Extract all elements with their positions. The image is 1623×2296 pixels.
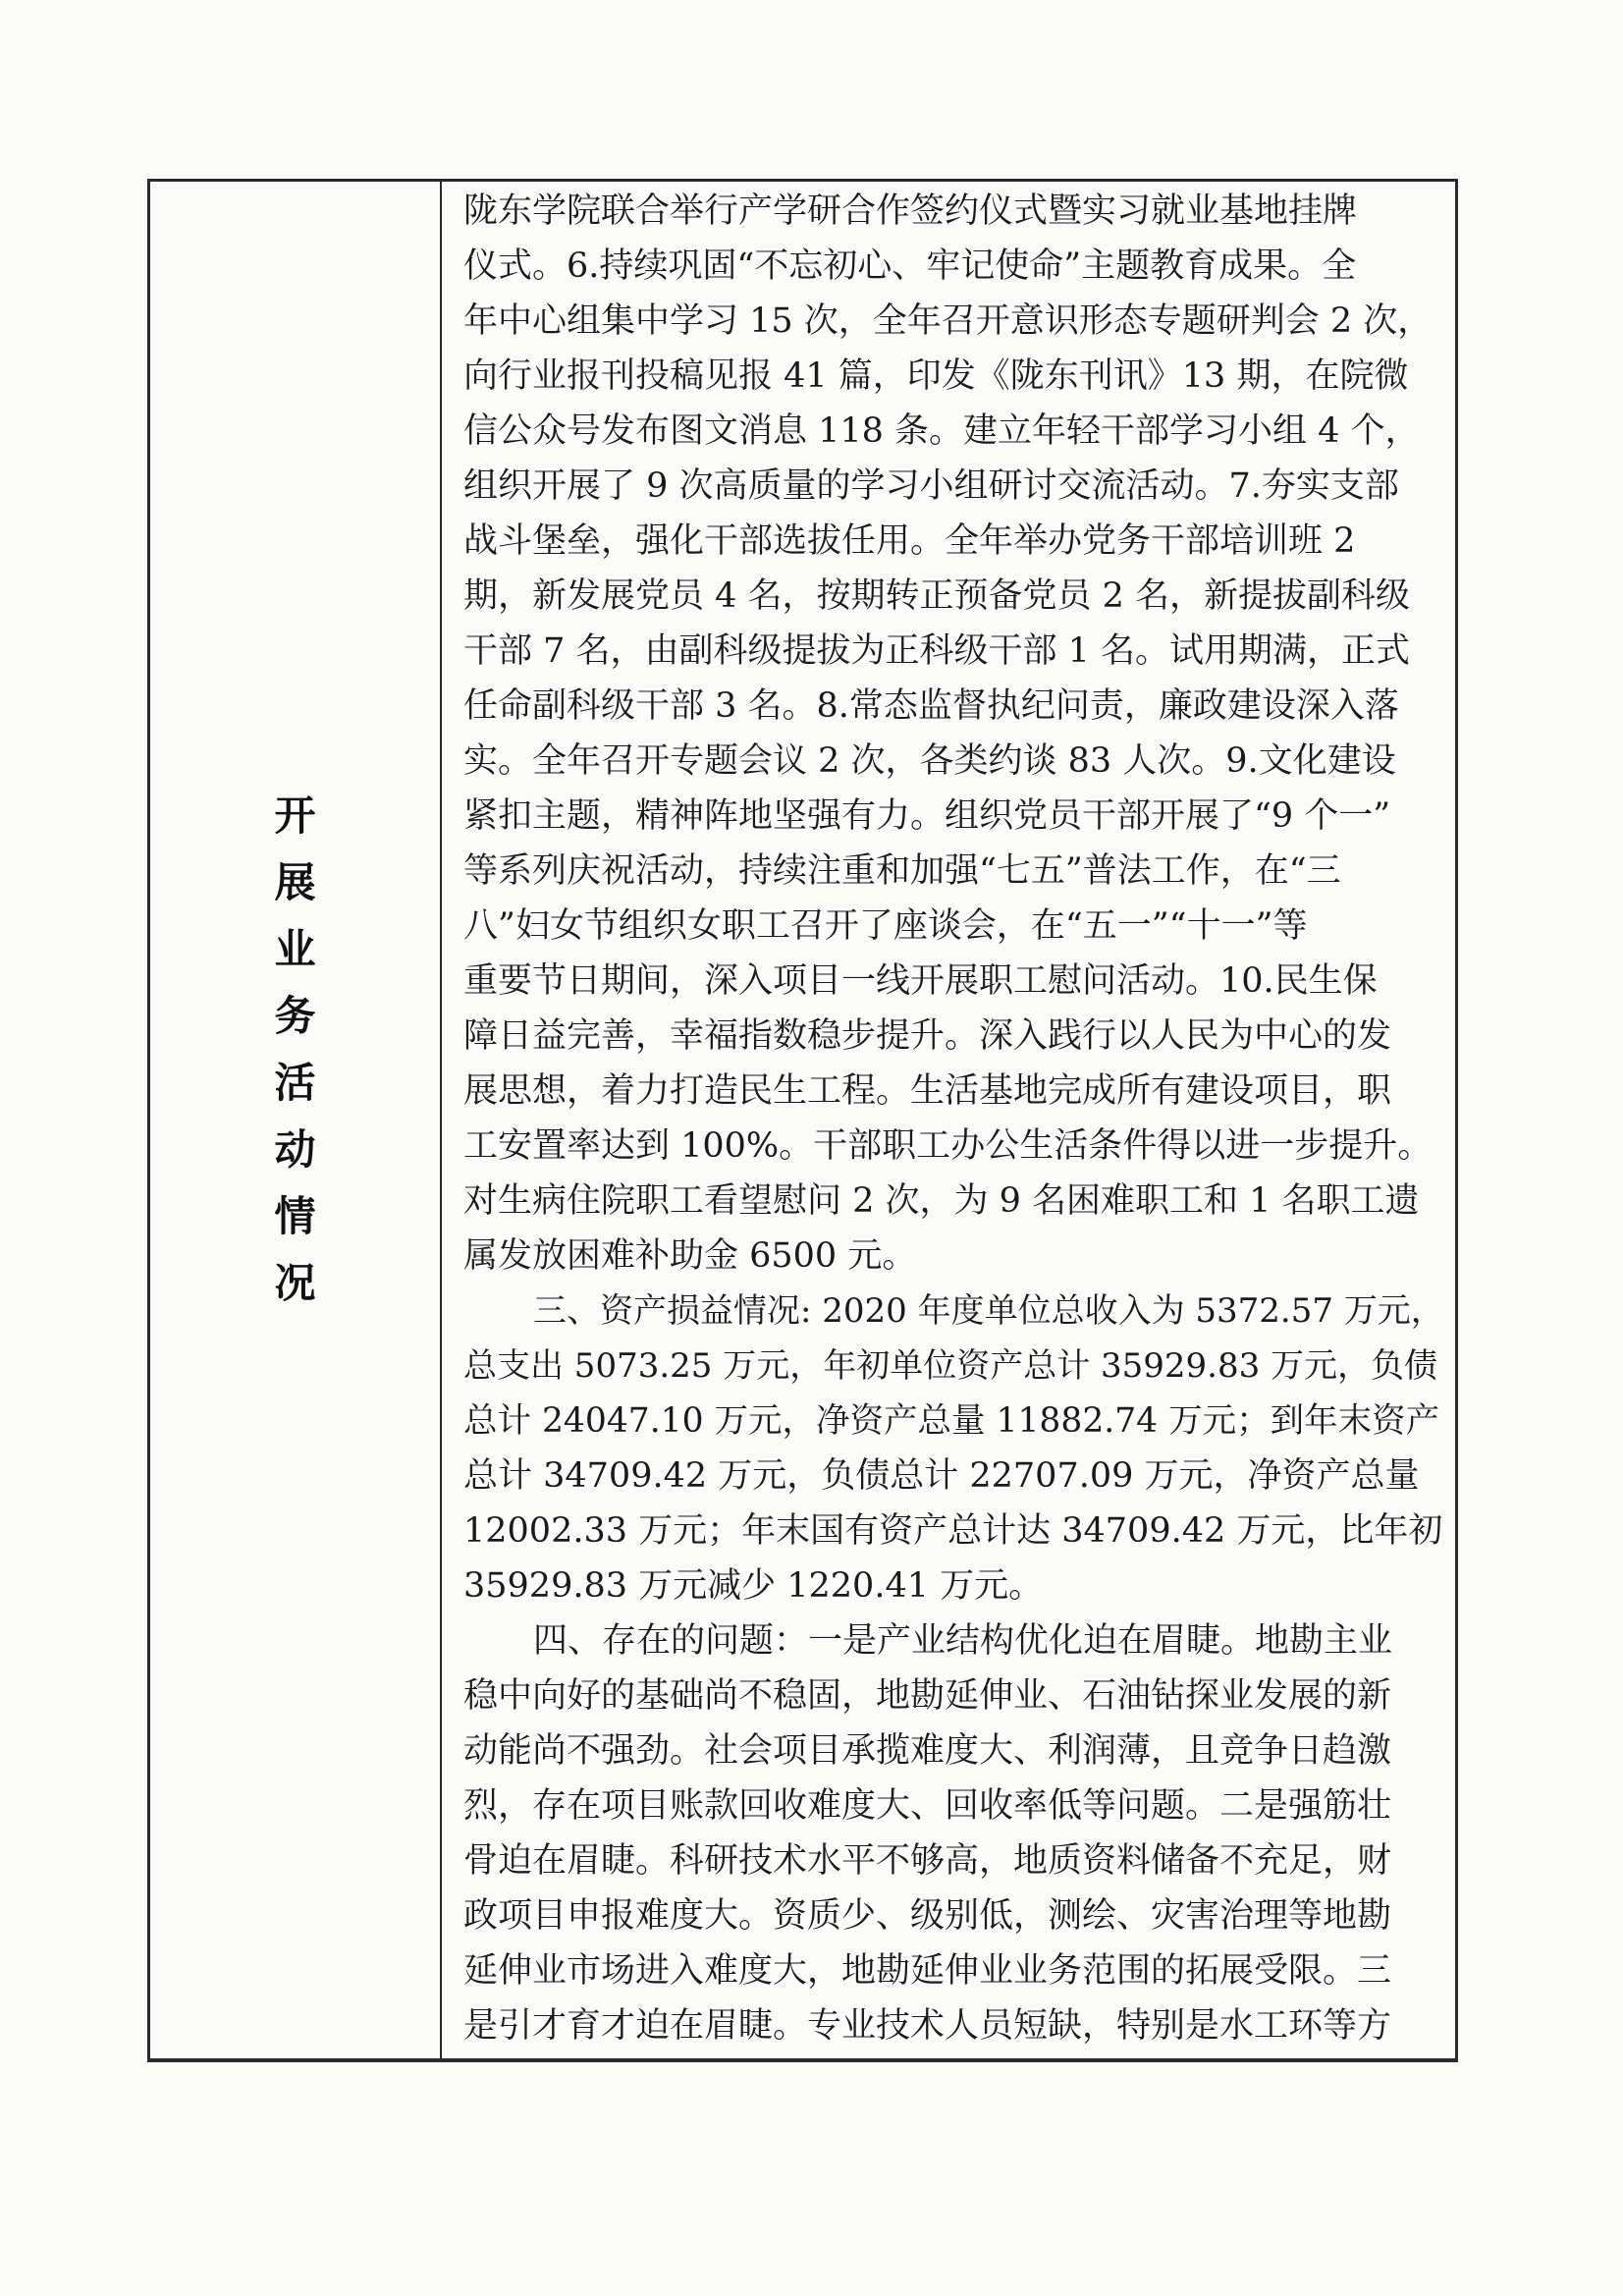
- text-line: 期，新发展党员 4 名，按期转正预备党员 2 名，新提拔副科级: [463, 576, 1411, 616]
- text-line: 战斗堡垒，强化干部选拔任用。全年举办党务干部培训班 2: [463, 521, 1356, 561]
- section-heading-line: 四、存在的问题：一是产业结构优化迫在眉睫。地勘主业: [533, 1621, 1393, 1661]
- side-label-char: 况: [274, 1259, 316, 1307]
- text-line: 等系列庆祝活动，持续注重和加强“七五”普法工作，在“三: [463, 851, 1341, 891]
- side-label-char: 活: [274, 1059, 316, 1107]
- text-line: 展思想，着力打造民生工程。生活基地完成所有建设项目，职: [463, 1071, 1392, 1111]
- section-heading-line: 三、资产损益情况: 2020 年度单位总收入为 5372.57 万元，: [533, 1291, 1444, 1331]
- text-line: 35929.83 万元减少 1220.41 万元。: [463, 1566, 1044, 1606]
- text-line: 年中心组集中学习 15 次，全年召开意识形态专题研判会 2 次，: [463, 301, 1433, 341]
- text-line: 紧扣主题，精神阵地坚强有力。组织党员干部开展了“9 个一”: [463, 796, 1391, 836]
- text-line: 仪式。6.持续巩固“不忘初心、牢记使命”主题教育成果。全: [463, 246, 1357, 286]
- text-line: 总支出 5073.25 万元，年初单位资产总计 35929.83 万元，负债: [463, 1346, 1438, 1386]
- text-line: 12002.33 万元；年末国有资产总计达 34709.42 万元，比年初: [463, 1511, 1443, 1551]
- side-label-char: 动: [274, 1125, 316, 1174]
- text-line: 工安置率达到 100%。干部职工办公生活条件得以进一步提升。: [463, 1126, 1433, 1166]
- side-label-column: [150, 182, 440, 2059]
- side-label-char: 开: [274, 792, 316, 840]
- text-line: 属发放困难补助金 6500 元。: [463, 1236, 917, 1276]
- text-line: 对生病住院职工看望慰问 2 次，为 9 名困难职工和 1 名职工遗: [463, 1181, 1420, 1221]
- text-line: 总计 34709.42 万元，负债总计 22707.09 万元，净资产总量: [463, 1456, 1420, 1496]
- text-line: 稳中向好的基础尚不稳固，地勘延伸业、石油钻探业发展的新: [463, 1676, 1392, 1716]
- text-line: 骨迫在眉睫。科研技术水平不够高，地质资料储备不充足，财: [463, 1841, 1392, 1881]
- side-label-char: 情: [274, 1192, 316, 1240]
- side-label-char: 务: [274, 992, 316, 1040]
- text-line: 是引才育才迫在眉睫。专业技术人员短缺，特别是水工环等方: [463, 2006, 1392, 2046]
- text-line: 向行业报刊投稿见报 41 篇，印发《陇东刊讯》13 期，在院微: [463, 356, 1409, 396]
- text-line: 八”妇女节组织女职工召开了座谈会，在“五一”“十一”等: [463, 906, 1308, 946]
- text-line: 干部 7 名，由副科级提拔为正科级干部 1 名。试用期满，正式: [463, 631, 1411, 671]
- text-line: 陇东学院联合举行产学研合作签约仪式暨实习就业基地挂牌: [463, 191, 1358, 231]
- text-line: 动能尚不强劲。社会项目承揽难度大、利润薄，且竞争日趋激: [463, 1731, 1392, 1771]
- text-line: 实。全年召开专题会议 2 次，各类约谈 83 人次。9.文化建设: [463, 741, 1396, 781]
- text-line: 烈，存在项目账款回收难度大、回收率低等问题。二是强筋壮: [463, 1786, 1392, 1826]
- text-line: 延伸业市场进入难度大，地勘延伸业业务范围的拓展受限。三: [463, 1951, 1392, 1991]
- side-label-char: 业: [274, 925, 316, 973]
- text-line: 信公众号发布图文消息 118 条。建立年轻干部学习小组 4 个，: [463, 411, 1420, 451]
- text-line: 障日益完善，幸福指数稳步提升。深入践行以人民为中心的发: [463, 1016, 1392, 1056]
- text-line: 任命副科级干部 3 名。8.常态监督执纪问责，廉政建设深入落: [463, 686, 1399, 726]
- content-column: [463, 188, 1445, 2053]
- text-line: 重要节日期间，深入项目一线开展职工慰问活动。10.民生保: [463, 961, 1378, 1001]
- text-line: 组织开展了 9 次高质量的学习小组研讨交流活动。7.夯实支部: [463, 466, 1399, 506]
- text-line: 总计 24047.10 万元，净资产总量 11882.74 万元；到年末资产: [463, 1401, 1440, 1441]
- column-divider: [440, 179, 442, 2062]
- text-line: 政项目申报难度大。资质少、级别低，测绘、灾害治理等地勘: [463, 1896, 1392, 1936]
- side-label-char: 展: [274, 858, 316, 906]
